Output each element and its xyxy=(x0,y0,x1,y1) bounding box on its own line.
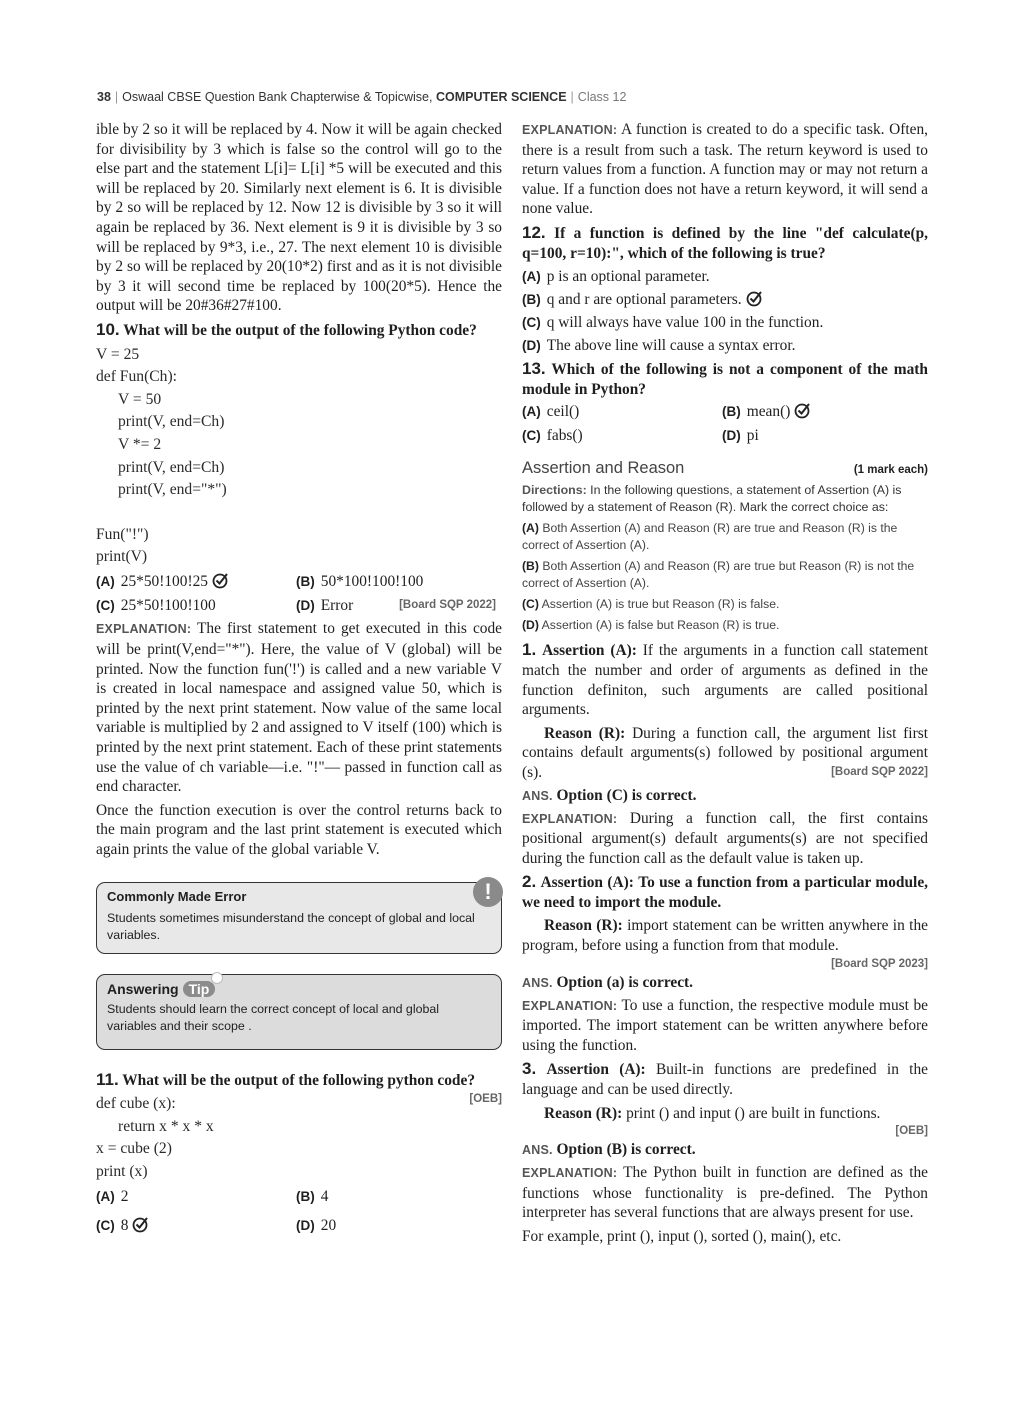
ar1-assertion: 1. Assertion (A): If the arguments in a function call statement match the number and order of arguments as defined in the function definiton, such arguments are called positional arguments. xyxy=(522,640,928,719)
correct-check-icon xyxy=(212,572,229,589)
q13-option-b: (B) mean() xyxy=(722,402,922,421)
ar1-answer: ANS. Option (C) is correct. xyxy=(522,786,697,804)
q10-option-d: (D) Error [Board SQP 2022] xyxy=(296,596,496,614)
ar3-answer: ANS. Option (B) is correct. xyxy=(522,1141,696,1159)
ar1-explanation: EXPLANATION: During a function call, the first contains positional argument(s) default arguments(s) are not specified during the function call as the default value is taken up. xyxy=(522,809,928,867)
assertion-reason-heading xyxy=(522,459,928,478)
ar2-explanation: EXPLANATION: To use a function, the respective module must be imported. The import statement can be written anywhere before using the function. xyxy=(522,996,928,1054)
intro-paragraph: ible by 2 so it will be replaced by 4. Now it will be again checked for divisibility by 3 which is false so the control will go to the else part and the statement L[i]= L[i] *5 will be executed and this will be replaced by 20. Similarly next element is 6. It is divisible by 2 so will be replaced by 12. Now 12 is divisible by 3 so it will again be replaced by 36. Next element is 9 it is divisible by 3 so will be replaced by 9*3, i.e., 27. The next element 10 is divisible by 2 so will be replaced by 20(10*2) first and as it is not divisible by 3 it will second time be replaced by 100(20*5). Hence the output will be 20#36#27#100. xyxy=(96,121,502,315)
book-title: Oswaal CBSE Question Bank Chapterwise & Topicwise, xyxy=(122,90,433,104)
q10-option-b: (B) 50*100!100!100 xyxy=(296,572,424,590)
ar1-reason: Reason (R): During a function call, the argument list first contains default arguments(s) followed by positional argument (s). [Board SQP 2022] xyxy=(522,724,928,781)
choice-b: (B) Both Assertion (A) and Reason (R) are true but Reason (R) is not the correct of Assertion (A). xyxy=(522,559,915,591)
q11-question: 11. What will be the output of the following python code? [OEB] xyxy=(96,1070,502,1091)
section-title: Assertion and Reason xyxy=(522,459,685,478)
q13-option-d: (D) pi xyxy=(722,427,759,445)
q11-options xyxy=(96,1187,502,1235)
ar3-source: [OEB] xyxy=(895,1125,928,1138)
common-error-text: Students sometimes misunderstand the concept of global and local variables. xyxy=(107,910,475,942)
subject: COMPUTER SCIENCE xyxy=(435,90,567,104)
q11-option-a: (A) 2 xyxy=(96,1187,129,1205)
q10-code: V = 25 def Fun(Ch): V = 50 print(V, end=Ch) V *= 2 print(V, end=Ch) print(V, end="*") Fun("!") print(V) xyxy=(96,345,227,566)
ar2-answer: ANS. Option (a) is correct. xyxy=(522,973,694,991)
tip-title: Answering xyxy=(107,980,179,997)
q10-source: [Board SQP 2022] xyxy=(399,598,496,611)
q11-code: def cube (x): return x * x * x x = cube (2) print (x) xyxy=(96,1095,214,1180)
class-label: Class 12 xyxy=(577,90,627,104)
common-error-box xyxy=(96,878,502,954)
q12-option-d: (D) The above line will cause a syntax error. xyxy=(522,337,796,355)
q10-option-a: (A) 25*50!100!25 xyxy=(96,572,296,591)
ar2-source: [Board SQP 2023] xyxy=(831,957,928,970)
q13-option-c: (C) fabs() xyxy=(522,427,583,445)
section-marks: (1 mark each) xyxy=(853,464,928,477)
q10-question: 10. What will be the output of the following Python code? xyxy=(96,319,477,339)
q11-option-c: (C) 8 xyxy=(96,1216,296,1235)
choice-c: (C) Assertion (A) is true but Reason (R) is false. xyxy=(522,597,780,612)
correct-check-icon xyxy=(746,290,763,307)
q12-option-b: (B) q and r are optional parameters. xyxy=(522,290,928,309)
correct-check-icon xyxy=(794,402,811,419)
q11-source: [OEB] xyxy=(469,1093,502,1106)
q12-option-a: (A) p is an optional parameter. xyxy=(522,268,710,286)
choice-d: (D) Assertion (A) is false but Reason (R) is true. xyxy=(522,618,780,633)
q12-option-c: (C) q will always have value 100 in the function. xyxy=(522,314,824,332)
q11-explanation: EXPLANATION: A function is created to do a specific task. Often, there is a result from such a task. The return keyword is used to return values from a function. A function may or may not return a value. If a function does not have a return keyword, it will send a none value. xyxy=(522,121,928,218)
ar3-example: For example, print (), input (), sorted (), main(), etc. xyxy=(522,1228,842,1245)
exclamation-icon: ! xyxy=(473,877,503,907)
q10-option-c: (C) 25*50!100!100 xyxy=(96,596,216,614)
page-header: 38 | Oswaal CBSE Question Bank Chapterwise & Topicwise, COMPUTER SCIENCE | Class 12 xyxy=(97,90,627,104)
answering-tip-box xyxy=(96,974,502,1050)
q10-options xyxy=(96,572,502,616)
right-column xyxy=(522,120,928,1251)
q13-question: 13. Which of the following is not a component of the math module in Python? xyxy=(522,359,928,398)
tip-text: Students should learn the correct concept of local and global variables and their scope . xyxy=(107,1001,440,1033)
q10-explanation-2: Once the function execution is over the control returns back to the main program and the last print statement is executed which again prints the value of the global variable V. xyxy=(96,801,502,858)
q13-option-a: (A) ceil() xyxy=(522,403,580,421)
ar3-assertion: 3. Assertion (A): Built-in functions are predefined in the language and can be used directly. xyxy=(522,1059,928,1099)
ar1-source: [Board SQP 2022] xyxy=(831,765,928,778)
ar2-reason: Reason (R): import statement can be written anywhere in the program, before using a function from that module. xyxy=(522,917,928,955)
choice-a: (A) Both Assertion (A) and Reason (R) are true and Reason (R) is the correct of Assertion (A). xyxy=(522,521,898,553)
q11-option-b: (B) 4 xyxy=(296,1187,329,1205)
q12-question: 12. If a function is defined by the line "def calculate(p, q=100, r=10):", which of the following is true? xyxy=(522,222,928,262)
ar3-reason: Reason (R): print () and input () are built in functions. xyxy=(544,1104,881,1122)
page-number: 38 xyxy=(97,90,111,104)
lightbulb-icon xyxy=(211,972,223,984)
q10-explanation: EXPLANATION: The first statement to get executed in this code will be print(V,end="*"). Here, the value of V (global) will be printed. Now the function fun('!') is called and a new variable V is created in local namespace and assigned value 50, which is printed by the next print statement. Now value of the same local variable is multiplied by 2 and assigned to V itself (100) which is printed by the next print statement. Each of these print statements use the value of ch variable—i.e. "!"— passed in function call as end character. xyxy=(96,620,502,796)
tip-badge: Tip xyxy=(183,981,216,997)
left-column xyxy=(96,120,502,1239)
q12-options xyxy=(522,267,928,355)
common-error-title: Commonly Made Error xyxy=(107,888,247,904)
correct-check-icon xyxy=(132,1216,149,1233)
ar2-assertion: 2. Assertion (A): To use a function from a particular module, we need to import the module. xyxy=(522,872,929,911)
directions: Directions: In the following questions, a statement of Assertion (A) is followed by a statement of Reason (R). Mark the correct choice as: xyxy=(522,483,902,515)
q13-options xyxy=(522,402,928,445)
ar3-explanation: EXPLANATION: The Python built in function are defined as the functions whose functionality is pre-defined. The Python interpreter has several functions that are always present for use. xyxy=(522,1164,928,1222)
q11-option-d: (D) 20 xyxy=(296,1216,337,1234)
